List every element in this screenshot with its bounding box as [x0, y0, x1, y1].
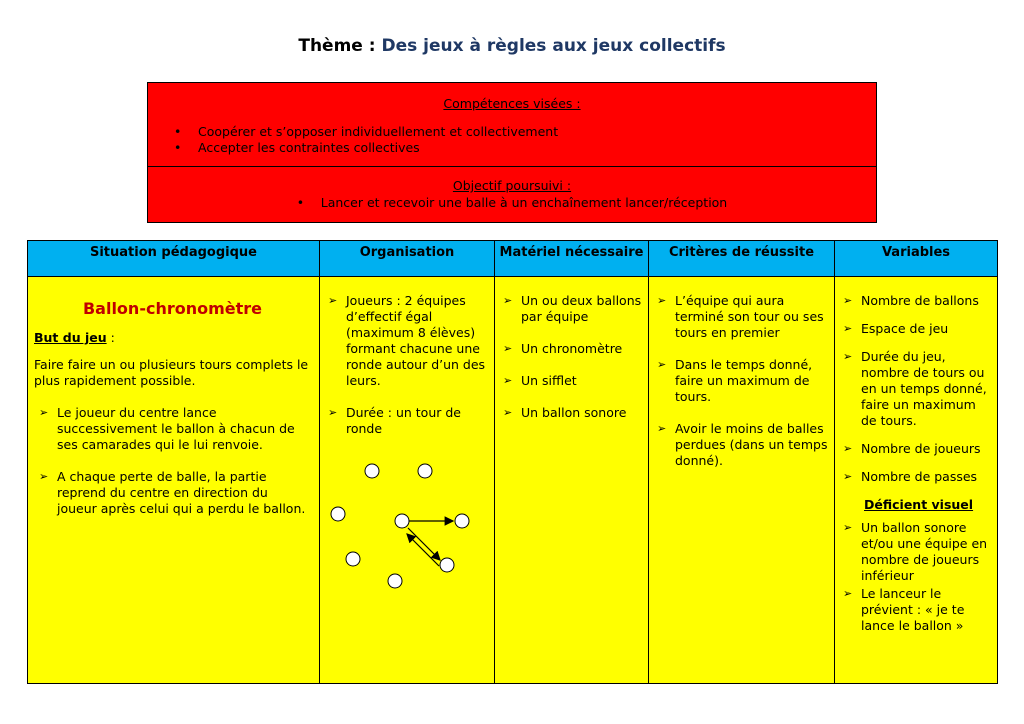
list-item: ➢ Avoir le moins de balles perdues (dans un temps donné).	[652, 421, 830, 469]
list-item: • Accepter les contraintes collectives	[174, 140, 558, 156]
player-circle	[365, 464, 379, 478]
player-circle	[331, 507, 345, 521]
title-main: Des jeux à règles aux jeux collectifs	[381, 36, 726, 56]
list-item: ➢ Espace de jeu	[838, 321, 993, 337]
header-variables: Variables	[835, 241, 998, 277]
objectif-heading: Objectif poursuivi :	[452, 178, 572, 193]
situation-list	[34, 405, 311, 517]
player-circle	[388, 574, 402, 588]
player-circle	[455, 514, 469, 528]
deficient-list	[838, 520, 993, 634]
center-player-circle	[395, 514, 409, 528]
organisation-cell	[320, 277, 495, 684]
list-item: ➢ Nombre de joueurs	[838, 441, 993, 457]
table-row	[28, 277, 998, 684]
list-item: ➢ Nombre de passes	[838, 469, 993, 485]
materiel-cell	[495, 277, 649, 684]
but-line	[34, 330, 311, 345]
list-item: • Lancer et recevoir une balle à un enchaînement lancer/réception	[297, 195, 727, 211]
competences-section	[148, 83, 876, 167]
competences-list	[174, 124, 558, 156]
materiel-list	[498, 293, 644, 421]
but-suffix: :	[106, 330, 115, 345]
list-item: ➢ Le lanceur le prévient : « je te lance le ballon »	[838, 586, 993, 634]
list-item: ➢ Dans le temps donné, faire un maximum de tours.	[652, 357, 830, 405]
list-item: ➢ Durée du jeu, nombre de tours ou en un temps donné, faire un maximum de tours.	[838, 349, 993, 429]
but-description: Faire faire un ou plusieurs tours complets le plus rapidement possible.	[34, 357, 309, 388]
competences-heading: Compétences visées :	[443, 96, 581, 111]
deficient-heading: Déficient visuel	[864, 497, 974, 512]
header-situation: Situation pédagogique	[28, 241, 320, 277]
activity-table	[27, 240, 998, 684]
variables-cell	[835, 277, 998, 684]
organisation-list	[323, 293, 490, 437]
title-prefix: Thème :	[298, 36, 382, 56]
pass-arrow	[408, 528, 440, 560]
return-arrow	[407, 534, 439, 566]
objectives-box	[147, 82, 877, 223]
list-item: • Coopérer et s’opposer individuellement et collectivement	[174, 124, 558, 140]
list-item: ➢ Un ballon sonore et/ou une équipe en nombre de joueurs inférieur	[838, 520, 993, 584]
list-item: ➢ Un ou deux ballons par équipe	[498, 293, 644, 325]
player-circle	[440, 558, 454, 572]
list-item: ➢ Nombre de ballons	[838, 293, 993, 309]
criteres-cell	[649, 277, 835, 684]
player-circle	[346, 552, 360, 566]
game-name: Ballon-chronomètre	[82, 299, 263, 318]
player-circle	[418, 464, 432, 478]
list-item: ➢ Le joueur du centre lance successivement le ballon à chacun de ses camarades qui le lui renvoie.	[34, 405, 311, 453]
objectif-section	[148, 167, 876, 222]
but-label: But du jeu	[34, 330, 107, 345]
list-item: ➢ A chaque perte de balle, la partie reprend du centre en direction du joueur après celui qui a perdu le ballon.	[34, 469, 311, 517]
list-item: ➢ Joueurs : 2 équipes d’effectif égal (maximum 8 élèves) formant chacune une ronde autour d’un des leurs.	[323, 293, 490, 389]
variables-list	[838, 293, 993, 485]
situation-cell	[28, 277, 320, 684]
list-item: ➢ L’équipe qui aura terminé son tour ou ses tours en premier	[652, 293, 830, 341]
list-item: ➢ Un sifflet	[498, 373, 644, 389]
header-materiel: Matériel nécessaire	[495, 241, 649, 277]
list-item: ➢ Durée : un tour de ronde	[323, 405, 490, 437]
page-title	[0, 36, 1024, 56]
criteres-list	[652, 293, 830, 469]
list-item: ➢ Un ballon sonore	[498, 405, 644, 421]
ronde-diagram	[328, 459, 488, 599]
header-organisation: Organisation	[320, 241, 495, 277]
table-header-row	[28, 241, 998, 277]
header-criteres: Critères de réussite	[649, 241, 835, 277]
objectif-list	[148, 195, 876, 211]
list-item: ➢ Un chronomètre	[498, 341, 644, 357]
